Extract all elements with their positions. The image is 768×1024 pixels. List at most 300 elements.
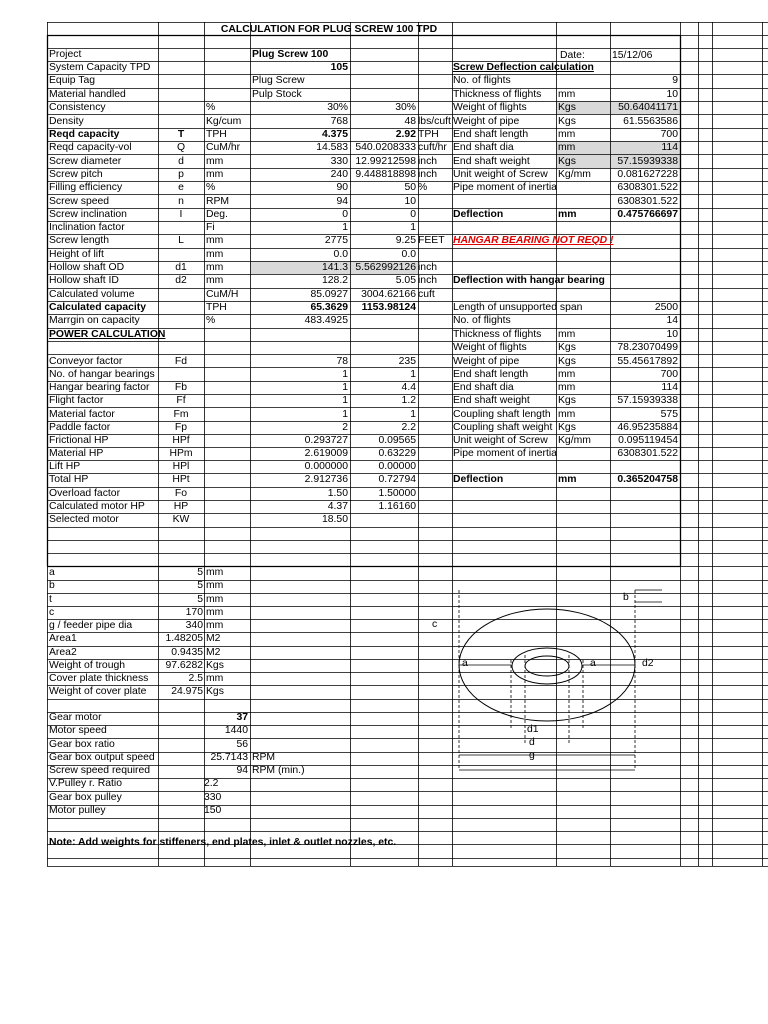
deflection-unit xyxy=(558,49,608,61)
row-value-2: 1.2 xyxy=(401,395,416,406)
gear-value: 1440 xyxy=(224,725,248,737)
row-symbol: p xyxy=(178,169,184,180)
row-unit-2 xyxy=(418,62,452,74)
row-unit-2 xyxy=(418,369,452,381)
row-symbol: d1 xyxy=(175,262,187,273)
deflection-label xyxy=(453,222,556,234)
row-unit xyxy=(206,382,250,394)
deflection-value: 61.5563586 xyxy=(623,116,678,127)
row-label: Flight factor xyxy=(49,395,104,406)
date-label: Date: xyxy=(560,50,585,61)
row-unit: TPH xyxy=(206,129,227,140)
deflection-value: 6308301.522 xyxy=(617,196,678,207)
deflection-value xyxy=(610,235,678,247)
deflection-value: 575 xyxy=(660,409,678,420)
gear-unit: RPM xyxy=(252,751,276,763)
deflection-label xyxy=(453,249,556,261)
row-symbol xyxy=(158,302,204,314)
gear-unit xyxy=(252,778,350,790)
row-value: 0.293727 xyxy=(304,435,348,446)
gear-unit xyxy=(252,805,350,817)
row-label: Overload factor xyxy=(49,488,121,499)
deflection-label: End shaft weight xyxy=(453,395,530,406)
deflection-value: 700 xyxy=(660,129,678,140)
row-unit: Fi xyxy=(206,222,215,233)
deflection-unit xyxy=(558,461,608,473)
row-value-2: 0.00000 xyxy=(378,461,416,472)
row-symbol: Fp xyxy=(174,422,188,433)
deflection-value: 50.64041171 xyxy=(618,102,678,113)
row-symbol: e xyxy=(178,182,184,193)
dim-value: 170 xyxy=(185,606,203,618)
deflection-label: End shaft length xyxy=(453,369,529,380)
row-symbol: KW xyxy=(172,514,190,525)
row-label: System Capacity TPD xyxy=(49,62,151,73)
deflection-label xyxy=(453,196,556,208)
gear-value: 25.7143 xyxy=(210,751,248,763)
gear-label: Motor speed xyxy=(49,725,107,737)
dim-label: Cover plate thickness xyxy=(49,673,149,684)
deflection-value xyxy=(610,62,678,74)
gear-value: 330 xyxy=(204,791,222,803)
deflection-value xyxy=(610,275,678,287)
dim-unit: Kgs xyxy=(206,686,224,698)
row-value-2: 12.99212598 xyxy=(355,156,416,167)
row-symbol: n xyxy=(178,196,184,207)
row-value-2 xyxy=(350,342,416,354)
row-value: 2 xyxy=(342,422,348,433)
deflection-label: End shaft weight xyxy=(453,156,530,167)
row-label: POWER CALCULATION xyxy=(49,329,166,340)
row-label: Project xyxy=(49,49,82,60)
row-symbol: Fm xyxy=(173,409,189,420)
row-value-2: 0.09565 xyxy=(378,435,416,446)
row-unit: mm xyxy=(206,275,224,286)
row-unit-2 xyxy=(418,435,452,447)
row-label: Marrgin on capacity xyxy=(49,315,140,326)
dim-label: Weight of trough xyxy=(49,659,126,671)
dim-label: Area1 xyxy=(49,633,77,645)
row-unit-2: lbs/cuft xyxy=(418,116,451,127)
label-d2: d2 xyxy=(642,658,654,669)
dim-label: Weight of cover plate xyxy=(49,686,147,698)
deflection-value: 55.45617892 xyxy=(617,356,678,367)
row-value-2 xyxy=(350,514,416,526)
deflection-unit: mm xyxy=(558,382,576,393)
deflection-unit: Kgs xyxy=(558,356,576,367)
row-value xyxy=(252,342,348,354)
row-value-2: 10 xyxy=(404,196,416,207)
dim-unit: M2 xyxy=(206,633,221,645)
label-d: d xyxy=(529,737,535,748)
row-symbol: Q xyxy=(176,142,186,153)
date-value: 15/12/06 xyxy=(612,50,653,61)
row-unit-2: inch xyxy=(418,275,438,286)
row-unit: mm xyxy=(206,156,224,167)
deflection-value: 10 xyxy=(666,89,678,100)
deflection-label: End shaft length xyxy=(453,129,529,140)
deflection-value: 57.15939338 xyxy=(617,156,678,167)
gear-label: Gear box ratio xyxy=(49,738,115,750)
row-unit-2 xyxy=(418,474,452,486)
row-value: 105 xyxy=(330,62,348,73)
row-symbol: HP xyxy=(173,501,189,512)
row-label: Screw inclination xyxy=(49,209,127,220)
row-unit-2 xyxy=(418,395,452,407)
gear-label: Gear box output speed xyxy=(49,751,155,763)
deflection-unit: mm xyxy=(558,209,577,220)
row-value-2 xyxy=(350,49,416,61)
row-value-2: 0.63229 xyxy=(378,448,416,459)
row-label: Calculated capacity xyxy=(49,302,147,313)
row-unit xyxy=(206,435,250,447)
row-value: 0.0 xyxy=(333,249,348,260)
row-symbol xyxy=(158,369,204,381)
deflection-value: 114 xyxy=(661,142,678,153)
row-label: Hollow shaft ID xyxy=(49,275,119,286)
dim-unit: Kgs xyxy=(206,659,224,671)
row-unit-2 xyxy=(418,448,452,460)
gear-unit: RPM (min.) xyxy=(252,765,305,776)
row-unit-2 xyxy=(418,102,452,114)
row-unit-2 xyxy=(418,514,452,526)
deflection-unit xyxy=(558,275,608,287)
row-unit xyxy=(206,89,250,101)
row-value-2: 1153.98124 xyxy=(361,302,416,313)
row-value: 78 xyxy=(336,356,348,367)
deflection-label: Pipe moment of inertia xyxy=(453,182,557,193)
deflection-unit xyxy=(558,222,608,234)
deflection-label: End shaft dia xyxy=(453,142,514,153)
row-symbol: Ff xyxy=(176,395,186,406)
row-unit-2 xyxy=(418,488,452,500)
label-a-right: a xyxy=(590,658,596,669)
row-unit-2 xyxy=(418,89,452,101)
row-label: Hangar bearing factor xyxy=(49,382,150,393)
row-value: 483.4925 xyxy=(304,315,348,326)
row-label: Conveyor factor xyxy=(49,356,123,367)
row-label: Reqd capacity xyxy=(49,129,120,140)
row-value: Plug Screw 100 xyxy=(252,49,329,60)
deflection-unit xyxy=(558,315,608,327)
dim-unit: mm xyxy=(206,567,224,578)
row-value: 330 xyxy=(330,156,348,167)
deflection-unit xyxy=(558,196,608,208)
row-unit-2 xyxy=(418,222,452,234)
deflection-label: Coupling shaft weight xyxy=(453,422,553,433)
dim-value: 340 xyxy=(185,620,203,631)
dim-label: t xyxy=(49,593,52,605)
row-value: 94 xyxy=(336,196,348,207)
row-value-2: 1 xyxy=(410,222,416,233)
row-unit-2: TPH xyxy=(418,129,439,140)
deflection-value: 6308301.522 xyxy=(617,182,678,193)
deflection-unit: Kgs xyxy=(558,395,576,406)
deflection-value xyxy=(610,289,678,301)
row-label: Consistency xyxy=(49,102,106,113)
deflection-unit: Kgs xyxy=(558,102,576,113)
row-unit-2: cuft/hr xyxy=(418,142,447,153)
row-unit-2: inch xyxy=(418,169,438,180)
row-unit xyxy=(206,342,250,354)
deflection-value: 0.365204758 xyxy=(617,474,678,485)
row-unit xyxy=(206,448,250,460)
dim-value: 1.48205 xyxy=(165,633,203,645)
row-unit xyxy=(206,62,250,74)
deflection-unit: mm xyxy=(558,89,576,100)
label-g: g xyxy=(529,750,535,761)
row-value: 2.912736 xyxy=(304,474,348,485)
row-value: 141.3 xyxy=(321,262,348,273)
gear-label: V.Pulley r. Ratio xyxy=(49,778,122,790)
row-label: Frictional HP xyxy=(49,435,109,446)
row-value-2: 50 xyxy=(404,182,416,193)
row-symbol xyxy=(158,329,204,341)
row-unit-2 xyxy=(418,382,452,394)
row-symbol: d xyxy=(178,156,184,167)
row-label xyxy=(49,342,157,354)
row-unit-2 xyxy=(418,409,452,421)
row-unit xyxy=(206,356,250,368)
deflection-unit xyxy=(558,235,608,247)
deflection-value: 700 xyxy=(660,369,678,380)
row-value: 1 xyxy=(342,369,348,380)
row-unit xyxy=(206,501,250,513)
deflection-unit xyxy=(558,448,608,460)
row-label: Screw diameter xyxy=(49,156,122,167)
row-value-2: 5.05 xyxy=(395,275,416,286)
row-unit-2 xyxy=(418,461,452,473)
gear-label: Motor pulley xyxy=(49,804,106,816)
gear-value: 56 xyxy=(236,738,248,750)
row-symbol xyxy=(158,89,204,101)
gear-value: 94 xyxy=(236,765,248,776)
row-label: Material factor xyxy=(49,409,115,420)
row-value-2: 48 xyxy=(404,116,416,127)
row-unit: mm xyxy=(206,169,224,180)
row-value: 1 xyxy=(342,395,348,406)
gear-value: 150 xyxy=(204,804,222,816)
row-unit: % xyxy=(206,182,216,193)
row-value-2 xyxy=(350,89,416,101)
deflection-value xyxy=(610,461,678,473)
row-unit-2 xyxy=(418,356,452,368)
dim-unit: mm xyxy=(206,620,224,631)
dim-label: Area2 xyxy=(49,646,77,658)
deflection-unit: Kgs xyxy=(558,156,576,167)
deflection-label: Weight of pipe xyxy=(453,116,520,127)
row-unit xyxy=(206,409,250,421)
row-label: Material handled xyxy=(49,89,126,100)
deflection-value xyxy=(610,49,678,61)
row-symbol: HPf xyxy=(172,435,190,446)
gear-unit xyxy=(252,725,350,737)
row-unit xyxy=(206,461,250,473)
row-unit: Kg/cum xyxy=(206,116,242,127)
row-symbol: Fd xyxy=(174,356,188,367)
gear-unit xyxy=(252,712,350,724)
label-a-left: a xyxy=(462,658,468,669)
deflection-label: Deflection xyxy=(453,474,504,485)
row-value-2: 30% xyxy=(395,102,416,113)
deflection-value: 46.95235884 xyxy=(617,422,678,433)
row-unit-2: inch xyxy=(418,262,438,273)
row-label: Density xyxy=(49,116,84,127)
row-unit xyxy=(206,395,250,407)
deflection-label: Unit weight of Screw xyxy=(453,435,548,446)
dim-unit: M2 xyxy=(206,646,221,658)
row-value: 0.000000 xyxy=(304,461,348,472)
gear-unit xyxy=(252,792,350,804)
row-value-2: 1 xyxy=(410,409,416,420)
dim-value: 97.6282 xyxy=(165,659,203,671)
row-value: 65.3629 xyxy=(310,302,348,313)
row-label: Lift HP xyxy=(49,461,81,472)
row-unit xyxy=(206,514,250,526)
deflection-label: Deflection with hangar bearing xyxy=(453,275,605,286)
row-label: Filling efficiency xyxy=(49,182,123,193)
deflection-unit: mm xyxy=(558,409,576,420)
row-value-2: 0.0 xyxy=(401,249,416,260)
row-label: Equip Tag xyxy=(49,75,96,86)
deflection-unit: mm xyxy=(558,474,577,485)
label-b: b xyxy=(623,592,629,603)
deflection-unit xyxy=(558,182,608,194)
row-unit: % xyxy=(206,315,216,326)
row-value: 768 xyxy=(330,116,348,127)
row-value-2 xyxy=(350,62,416,74)
row-label: Paddle factor xyxy=(49,422,111,433)
row-label: Inclination factor xyxy=(49,222,125,233)
dim-label: c xyxy=(49,606,55,618)
row-unit-2 xyxy=(418,501,452,513)
deflection-unit: Kgs xyxy=(558,116,576,127)
deflection-value: 9 xyxy=(672,75,678,86)
row-value-2: 1.16160 xyxy=(378,501,416,512)
dim-label: a xyxy=(49,567,55,578)
deflection-label xyxy=(453,461,556,473)
sheet-title: CALCULATION FOR PLUG SCREW 100 TPD xyxy=(220,24,438,35)
row-unit: CuM/hr xyxy=(206,142,241,153)
row-unit-2 xyxy=(418,196,452,208)
deflection-label: Weight of flights xyxy=(453,102,527,113)
row-unit-2 xyxy=(418,75,452,87)
row-unit xyxy=(206,329,250,341)
dim-unit: mm xyxy=(206,580,224,592)
deflection-value: 0.095119454 xyxy=(618,435,678,446)
row-value-2 xyxy=(350,315,416,327)
row-unit: TPH xyxy=(206,302,227,313)
row-symbol xyxy=(158,116,204,128)
row-symbol: HPt xyxy=(172,474,190,485)
row-label: Calculated volume xyxy=(49,289,135,300)
dim-value: 0.9435 xyxy=(171,646,203,658)
deflection-label: Unit weight of Screw xyxy=(453,169,548,180)
row-value-2: 1.50000 xyxy=(378,488,416,499)
row-symbol xyxy=(158,62,204,74)
row-unit-2: FEET xyxy=(418,235,445,246)
row-label: Calculated motor HP xyxy=(49,501,145,512)
row-value: 1.50 xyxy=(327,488,348,499)
row-symbol: HPl xyxy=(172,461,190,472)
row-value-2: 0 xyxy=(410,209,416,220)
row-symbol xyxy=(158,249,204,261)
row-value-2: 540.0208333 xyxy=(355,142,416,153)
row-value: 1 xyxy=(342,409,348,420)
row-label: No. of hangar bearings xyxy=(49,369,155,380)
deflection-unit xyxy=(558,302,608,314)
row-unit-2 xyxy=(418,209,452,221)
deflection-label: Screw Deflection calculation xyxy=(453,62,594,73)
deflection-label xyxy=(453,289,556,301)
row-label: Screw pitch xyxy=(49,169,103,180)
deflection-label: Length of unsupported span xyxy=(453,302,583,313)
row-symbol: T xyxy=(177,129,185,140)
row-unit xyxy=(206,422,250,434)
dim-label: b xyxy=(49,580,55,592)
note: Note: Add weights for stiffeners, end plates, inlet & outlet nozzles, etc. xyxy=(49,837,397,848)
row-symbol xyxy=(158,75,204,87)
row-unit: RPM xyxy=(206,196,230,207)
deflection-label: Coupling shaft length xyxy=(453,409,551,420)
row-unit-2 xyxy=(418,342,452,354)
deflection-unit: Kgs xyxy=(558,342,576,353)
row-value-2 xyxy=(350,75,416,87)
row-value: 1 xyxy=(342,222,348,233)
row-symbol xyxy=(158,222,204,234)
row-label: Screw speed xyxy=(49,196,110,207)
deflection-unit: mm xyxy=(558,142,576,153)
deflection-label: Weight of flights xyxy=(453,342,527,353)
dim-unit: mm xyxy=(206,606,224,618)
row-unit-2 xyxy=(418,302,452,314)
row-unit-2: cuft xyxy=(418,289,435,300)
deflection-label: No. of flights xyxy=(453,315,511,326)
label-d1: d1 xyxy=(527,724,539,735)
row-unit-2: inch xyxy=(418,156,438,167)
row-unit xyxy=(206,369,250,381)
row-value-2 xyxy=(350,329,416,341)
deflection-value: 6308301.522 xyxy=(617,448,678,459)
gear-label: Gear box pulley xyxy=(49,791,122,803)
row-value xyxy=(252,329,348,341)
row-symbol: I xyxy=(179,209,183,220)
row-unit: mm xyxy=(206,249,224,260)
deflection-label: HANGAR BEARING NOT REQD ! xyxy=(453,235,614,246)
deflection-unit: Kg/mm xyxy=(558,169,591,180)
deflection-unit xyxy=(558,75,608,87)
deflection-unit xyxy=(558,262,608,274)
deflection-label: No. of flights xyxy=(453,75,511,86)
dim-value: 5 xyxy=(197,593,203,605)
row-value-2: 2.2 xyxy=(401,422,416,433)
row-unit: Deg. xyxy=(206,209,228,220)
row-symbol xyxy=(158,102,204,114)
deflection-value: 78.23070499 xyxy=(617,342,678,353)
deflection-label: Deflection xyxy=(453,209,504,220)
row-value: 18.50 xyxy=(321,514,348,525)
dim-label: g / feeder pipe dia xyxy=(49,620,133,631)
row-unit-2 xyxy=(418,49,452,61)
deflection-value xyxy=(610,249,678,261)
deflection-value: 0.081627228 xyxy=(617,169,678,180)
row-unit xyxy=(206,488,250,500)
gear-unit xyxy=(252,739,350,751)
row-label: Height of lift xyxy=(49,249,104,260)
row-value: 14.583 xyxy=(316,142,348,153)
row-unit xyxy=(206,474,250,486)
deflection-unit: mm xyxy=(558,329,576,340)
